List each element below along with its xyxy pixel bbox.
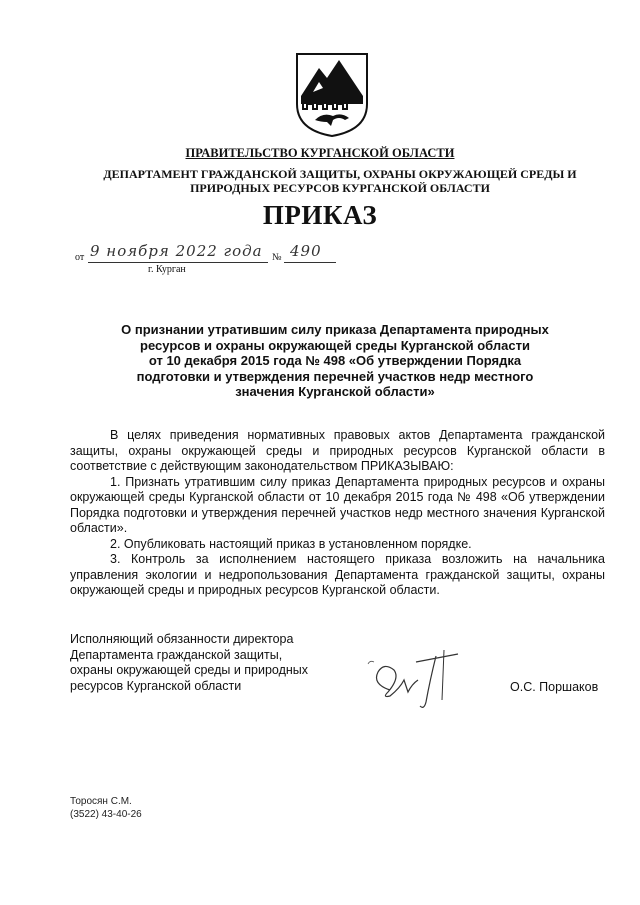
signatory-position (70, 632, 308, 694)
executor-info (70, 795, 142, 821)
number-prefix: № (272, 252, 282, 263)
handwritten-signature-icon (360, 640, 470, 720)
handwritten-date: 9 ноября 2022 года (90, 242, 263, 260)
preamble-paragraph: В целях приведения нормативных правовых актов Департамента гражданской защиты, охраны окружающей среды и природных ресурсов Курганской области в соответствие с действующим законодательством ПРИКАЗЫВАЮ: (70, 428, 605, 473)
subject-line: ресурсов и охраны окружающей среды Курганской области (140, 337, 530, 353)
kurgan-coat-of-arms-icon (293, 52, 371, 138)
position-line: охраны окружающей среды и природных (70, 663, 309, 677)
date-prefix: от (75, 252, 85, 263)
position-line: ресурсов Курганской области (70, 678, 242, 693)
order-subject (115, 322, 555, 400)
order-item-3: 3. Контроль за исполнением настоящего приказа возложить на начальника управления экологии и недропользования Департамента гражданской защиты, охраны окружающей среды и природных ресурсов Курганской области. (70, 552, 605, 597)
order-item-1: 1. Признать утратившим силу приказ Департамента природных ресурсов и охраны окружающей среды Курганской области от 10 декабря 2015 года № 498 «Об утверждении Порядка подготовки и утверждения перечней участков недр местного значения Курганской области». (70, 474, 605, 535)
position-line: Исполняющий обязанности директора (70, 632, 294, 646)
position-line: Департамента гражданской защиты, (70, 647, 283, 662)
date-underline (88, 262, 268, 263)
subject-line: от 10 декабря 2015 года № 498 «Об утверждении Порядка (148, 353, 522, 368)
order-item-2: 2. Опубликовать настоящий приказ в установленном порядке. (110, 536, 472, 551)
handwritten-number: 490 (290, 242, 322, 260)
department-name (60, 167, 620, 195)
subject-line: значения Курганской области» (235, 384, 435, 399)
subject-line: О признании утратившим силу приказа Департамента природных (121, 322, 549, 337)
subject-line: подготовки и утверждения перечней участков недр местного (136, 368, 534, 384)
department-line-2: ПРИРОДНЫХ РЕСУРСОВ КУРГАНСКОЙ ОБЛАСТИ (190, 181, 490, 195)
order-body (70, 428, 605, 599)
signer-name: О.С. Поршаков (510, 680, 599, 694)
department-line-1: ДЕПАРТАМЕНТ ГРАЖДАНСКОЙ ЗАЩИТЫ, ОХРАНЫ ОКРУЖАЮЩЕЙ СРЕДЫ И (103, 167, 577, 181)
executor-phone: (3522) 43-40-26 (70, 809, 142, 820)
executor-name: Торосян С.М. (70, 796, 132, 807)
government-title: ПРАВИТЕЛЬСТВО КУРГАНСКОЙ ОБЛАСТИ (185, 146, 455, 160)
city: г. Курган (148, 264, 186, 275)
document-type-title: ПРИКАЗ (262, 200, 378, 230)
number-underline (284, 262, 336, 263)
